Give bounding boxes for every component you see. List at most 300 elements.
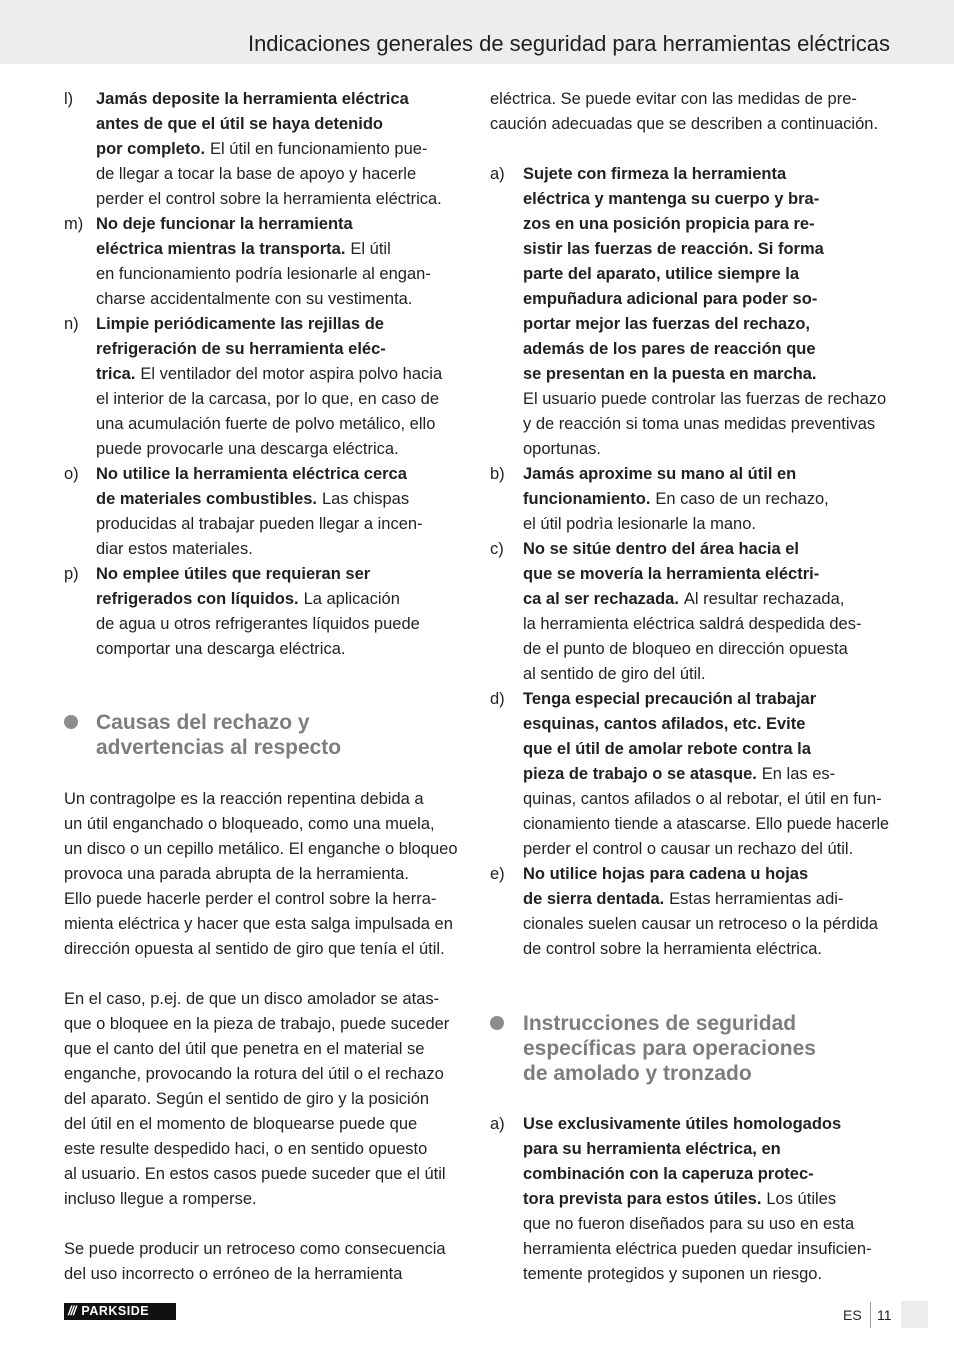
bold-text: esquinas, cantos afilados, etc. Evite bbox=[523, 715, 806, 733]
bold-text: antes de que el útil se haya detenido bbox=[96, 115, 383, 133]
line-content bbox=[523, 362, 816, 387]
heading-lines bbox=[523, 1011, 889, 1086]
line-content bbox=[64, 812, 435, 837]
body-text: cionales suelen causar un retroceso o la pérdida bbox=[523, 915, 878, 933]
body-text: La aplicación bbox=[303, 590, 400, 608]
text-line bbox=[523, 512, 889, 537]
bold-text: No deje funcionar la herramienta bbox=[96, 215, 353, 233]
line-content bbox=[64, 937, 445, 962]
body-text: una acumulación fuerte de polvo metálico, ello bbox=[96, 415, 436, 433]
item-text bbox=[96, 312, 463, 462]
text-line bbox=[96, 162, 463, 187]
text-line bbox=[96, 212, 463, 237]
item-letter: c) bbox=[490, 540, 504, 558]
body-text: de el punto de bloqueo en dirección opuesta bbox=[523, 640, 848, 658]
body-text: Instrucciones de seguridad bbox=[523, 1012, 797, 1035]
text-line bbox=[523, 1212, 889, 1237]
line-content bbox=[523, 1061, 752, 1086]
line-content bbox=[523, 587, 844, 612]
page-title bbox=[140, 30, 890, 58]
bold-text: Limpie periódicamente las rejillas de bbox=[96, 315, 384, 333]
list-item bbox=[64, 562, 463, 662]
item-letter: d) bbox=[490, 690, 505, 708]
body-text: El usuario puede controlar las fuerzas de rechazo bbox=[523, 390, 887, 408]
body-text: del útil en el momento de bloquearse puede que bbox=[64, 1115, 418, 1133]
body-text: oportunas. bbox=[523, 440, 601, 458]
item-text bbox=[523, 162, 889, 462]
body-text: este resulte despedido haci, o en sentido opuesto bbox=[64, 1140, 428, 1158]
line-content bbox=[523, 262, 799, 287]
body-text: incluso llegue a romperse. bbox=[64, 1190, 257, 1208]
body-text: Causas del rechazo y bbox=[96, 711, 310, 734]
line-content bbox=[523, 437, 601, 462]
bold-text: No emplee útiles que requieran ser bbox=[96, 565, 371, 583]
text-line bbox=[64, 862, 463, 887]
body-text: puede provocarle una descarga eléctrica. bbox=[96, 440, 399, 458]
line-content bbox=[64, 1012, 449, 1037]
text-line bbox=[96, 412, 463, 437]
list-item bbox=[490, 162, 889, 462]
text-line bbox=[96, 362, 463, 387]
line-content bbox=[96, 287, 412, 312]
text-line bbox=[96, 512, 463, 537]
section-heading-grinding bbox=[490, 1011, 889, 1086]
text-line bbox=[96, 487, 463, 512]
text-line bbox=[96, 312, 463, 337]
line-content bbox=[96, 337, 386, 362]
text-line bbox=[523, 187, 889, 212]
line-content bbox=[523, 287, 817, 312]
line-content bbox=[96, 362, 442, 387]
body-text: provoca una parada abrupta de la herramienta. bbox=[64, 865, 409, 883]
text-line bbox=[64, 1062, 463, 1087]
bold-text: funcionamiento. bbox=[523, 490, 651, 508]
line-content bbox=[523, 937, 822, 962]
text-line bbox=[523, 1262, 889, 1287]
line-content bbox=[96, 162, 416, 187]
text-line bbox=[523, 262, 889, 287]
line-content bbox=[96, 262, 431, 287]
line-content bbox=[523, 912, 878, 937]
text-line bbox=[523, 362, 889, 387]
parkside-logo bbox=[64, 1303, 176, 1320]
text-line bbox=[523, 862, 889, 887]
text-line bbox=[523, 837, 889, 862]
bold-text: No utilice hojas para cadena u hojas bbox=[523, 865, 809, 883]
body-text: charse accidentalmente con su vestimenta. bbox=[96, 290, 413, 308]
bold-text: No se sitúe dentro del área hacia el bbox=[523, 540, 800, 558]
line-content bbox=[96, 137, 427, 162]
line-content bbox=[523, 312, 810, 337]
text-line bbox=[96, 587, 463, 612]
text-line bbox=[64, 987, 463, 1012]
kickback-paragraphs bbox=[64, 787, 463, 1312]
bold-text: de sierra dentada. bbox=[523, 890, 665, 908]
list-item bbox=[64, 462, 463, 562]
line-content bbox=[490, 112, 878, 137]
paragraph bbox=[64, 787, 463, 962]
line-content bbox=[523, 387, 886, 412]
footer-divider bbox=[870, 1302, 871, 1328]
text-line bbox=[523, 562, 889, 587]
list-item bbox=[490, 462, 889, 537]
bold-text: además de los pares de reacción que bbox=[523, 340, 816, 358]
page-number: 11 bbox=[877, 1307, 892, 1323]
line-content bbox=[96, 637, 345, 662]
body-text: un disco o un cepillo metálico. El enganche o bloqueo bbox=[64, 840, 458, 858]
text-line bbox=[64, 887, 463, 912]
bold-text: que el útil de amolar rebote contra la bbox=[523, 740, 811, 758]
bold-text: de materiales combustibles. bbox=[96, 490, 318, 508]
item-letter: n) bbox=[64, 315, 79, 333]
line-content bbox=[96, 112, 383, 137]
text-line bbox=[523, 287, 889, 312]
paragraph bbox=[64, 1237, 463, 1287]
text-line bbox=[96, 562, 463, 587]
line-content bbox=[523, 737, 811, 762]
text-line bbox=[64, 837, 463, 862]
body-text: En el caso, p.ej. de que un disco amolador se atas- bbox=[64, 990, 440, 1008]
line-content bbox=[523, 612, 861, 637]
body-text: el interior de la carcasa, por lo que, en caso de bbox=[96, 390, 440, 408]
line-content bbox=[523, 1212, 854, 1237]
body-text: en funcionamiento podría lesionarle al engan- bbox=[96, 265, 431, 283]
body-text: Se puede producir un retroceso como consecuencia bbox=[64, 1240, 446, 1258]
text-line bbox=[523, 337, 889, 362]
line-content bbox=[96, 437, 399, 462]
body-text: perder el control o causar un rechazo del útil. bbox=[523, 840, 854, 858]
item-text bbox=[523, 462, 889, 537]
line-content bbox=[96, 735, 341, 760]
body-text: la herramienta eléctrica saldrá despedida des- bbox=[523, 615, 862, 633]
line-content bbox=[64, 862, 409, 887]
text-line bbox=[523, 212, 889, 237]
item-letter: a) bbox=[490, 165, 505, 183]
text-line bbox=[64, 937, 463, 962]
body-text: dirección opuesta al sentido de giro que tenía el útil. bbox=[64, 940, 445, 958]
body-text: El ventilador del motor aspira polvo hacia bbox=[140, 365, 443, 383]
bold-text: combinación con la caperuza protec- bbox=[523, 1165, 814, 1183]
body-text: Estas herramientas adi- bbox=[669, 890, 844, 908]
line-content bbox=[523, 187, 819, 212]
line-content bbox=[523, 512, 756, 537]
text-line bbox=[523, 462, 889, 487]
text-line bbox=[523, 912, 889, 937]
body-text: Al resultar rechazada, bbox=[683, 590, 845, 608]
body-text: que no fueron diseñados para su uso en esta bbox=[523, 1215, 855, 1233]
line-content bbox=[523, 837, 853, 862]
item-text bbox=[523, 862, 889, 962]
body-text: que el canto del útil que penetra en el material se bbox=[64, 1040, 425, 1058]
item-letter: m) bbox=[64, 215, 84, 233]
text-line bbox=[64, 1112, 463, 1137]
text-line bbox=[64, 1037, 463, 1062]
text-line bbox=[523, 637, 889, 662]
bold-text: trica. bbox=[96, 365, 136, 383]
text-line bbox=[523, 712, 889, 737]
bold-text: portar mejor las fuerzas del rechazo, bbox=[523, 315, 811, 333]
bold-text: pieza de trabajo o se atasque. bbox=[523, 765, 757, 783]
item-letter: b) bbox=[490, 465, 505, 483]
bold-text: por completo. bbox=[96, 140, 206, 158]
text-line bbox=[523, 1036, 889, 1061]
line-content bbox=[523, 1011, 796, 1036]
bold-text: Sujete con firmeza la herramienta bbox=[523, 165, 787, 183]
text-line bbox=[64, 1187, 463, 1212]
text-line bbox=[490, 87, 889, 112]
bold-text: eléctrica y mantenga su cuerpo y bra- bbox=[523, 190, 820, 208]
line-content bbox=[523, 1187, 836, 1212]
grinding-list bbox=[490, 1112, 889, 1287]
bold-text: ca al ser rechazada. bbox=[523, 590, 679, 608]
line-content bbox=[96, 710, 310, 735]
line-content bbox=[523, 712, 805, 737]
bold-text: zos en una posición propicia para re- bbox=[523, 215, 815, 233]
body-text: Un contragolpe es la reacción repentina debida a bbox=[64, 790, 424, 808]
line-content bbox=[64, 1037, 425, 1062]
line-content bbox=[64, 1137, 427, 1162]
body-text: específicas para operaciones bbox=[523, 1037, 816, 1060]
body-text: de agua u otros refrigerantes líquidos puede bbox=[96, 615, 420, 633]
list-item bbox=[490, 862, 889, 962]
line-content bbox=[96, 387, 439, 412]
line-content bbox=[523, 1112, 841, 1137]
bold-text: sistir las fuerzas de reacción. Si forma bbox=[523, 240, 824, 258]
text-line bbox=[523, 787, 889, 812]
line-content bbox=[96, 462, 407, 487]
bold-text: Jamás aproxime su mano al útil en bbox=[523, 465, 797, 483]
text-line bbox=[523, 537, 889, 562]
bold-text: eléctrica mientras la transporta. bbox=[96, 240, 346, 258]
line-content bbox=[64, 1187, 257, 1212]
text-line bbox=[523, 1162, 889, 1187]
line-content bbox=[64, 1162, 446, 1187]
bold-text: que se movería la herramienta eléctri- bbox=[523, 565, 820, 583]
text-line bbox=[523, 687, 889, 712]
bold-text: para su herramienta eléctrica, en bbox=[523, 1140, 781, 1158]
body-text: que o bloquee en la pieza de trabajo, puede suceder bbox=[64, 1015, 450, 1033]
body-text: al usuario. En estos casos puede suceder que el útil bbox=[64, 1165, 446, 1183]
line-content bbox=[523, 1262, 822, 1287]
body-text: comportar una descarga eléctrica. bbox=[96, 640, 346, 658]
text-line bbox=[64, 787, 463, 812]
body-text: En caso de un rechazo, bbox=[655, 490, 829, 508]
text-line bbox=[64, 812, 463, 837]
line-content bbox=[523, 1162, 814, 1187]
body-text: un útil enganchado o bloqueado, como una muela, bbox=[64, 815, 435, 833]
line-content bbox=[523, 1036, 816, 1061]
intro-paragraph bbox=[490, 87, 889, 137]
body-text: cionamiento tiende a atascarse. Ello puede hacerle bbox=[523, 815, 890, 833]
line-content bbox=[523, 162, 786, 187]
text-line bbox=[523, 412, 889, 437]
body-text: del aparato. Según el sentido de giro y la posición bbox=[64, 1090, 430, 1108]
line-content bbox=[64, 787, 424, 812]
body-text: de llegar a tocar la base de apoyo y hacerle bbox=[96, 165, 417, 183]
line-content bbox=[64, 1112, 417, 1137]
line-content bbox=[523, 462, 796, 487]
list-item bbox=[490, 1112, 889, 1287]
line-content bbox=[96, 512, 423, 537]
body-text: enganche, provocando la rotura del útil o el rechazo bbox=[64, 1065, 444, 1083]
line-content bbox=[64, 1237, 446, 1262]
text-line bbox=[96, 612, 463, 637]
line-content bbox=[523, 562, 819, 587]
text-line bbox=[523, 162, 889, 187]
text-line bbox=[523, 587, 889, 612]
item-letter: a) bbox=[490, 1115, 505, 1133]
bold-text: Jamás deposite la herramienta eléctrica bbox=[96, 90, 409, 108]
line-content bbox=[64, 1062, 444, 1087]
line-content bbox=[64, 1087, 429, 1112]
line-content bbox=[96, 187, 442, 212]
line-content bbox=[64, 837, 458, 862]
body-text: El útil bbox=[350, 240, 391, 258]
text-line bbox=[96, 287, 463, 312]
bold-text: Tenga especial precaución al trabajar bbox=[523, 690, 817, 708]
item-text bbox=[523, 537, 889, 687]
body-text: El útil en funcionamiento pue- bbox=[210, 140, 428, 158]
line-content bbox=[64, 987, 439, 1012]
text-line bbox=[523, 662, 889, 687]
item-text bbox=[96, 87, 463, 212]
line-content bbox=[523, 887, 843, 912]
line-content bbox=[523, 337, 816, 362]
body-text: En las es- bbox=[761, 765, 836, 783]
text-line bbox=[96, 387, 463, 412]
text-line bbox=[96, 262, 463, 287]
line-content bbox=[64, 887, 436, 912]
line-content bbox=[96, 562, 370, 587]
text-line bbox=[96, 437, 463, 462]
body-text: caución adecuadas que se describen a continuación. bbox=[490, 115, 879, 133]
list-item bbox=[64, 312, 463, 462]
item-text bbox=[96, 212, 463, 312]
text-line bbox=[523, 887, 889, 912]
text-line bbox=[64, 1237, 463, 1262]
line-content bbox=[523, 212, 815, 237]
body-text: Ello puede hacerle perder el control sobre la herra- bbox=[64, 890, 437, 908]
body-text: producidas al trabajar pueden llegar a incen- bbox=[96, 515, 423, 533]
body-text: temente protegidos y suponen un riesgo. bbox=[523, 1265, 823, 1283]
item-text bbox=[523, 687, 889, 862]
text-line bbox=[490, 112, 889, 137]
line-content bbox=[523, 787, 882, 812]
kickback-list bbox=[490, 162, 889, 962]
text-line bbox=[523, 1187, 889, 1212]
line-content bbox=[490, 87, 857, 112]
body-text: Los útiles bbox=[766, 1190, 837, 1208]
text-line bbox=[64, 1162, 463, 1187]
page-title-text: Indicaciones generales de seguridad para herramientas eléctricas bbox=[247, 31, 890, 56]
text-line bbox=[523, 1061, 889, 1086]
text-line bbox=[523, 487, 889, 512]
line-content bbox=[96, 537, 253, 562]
text-line bbox=[64, 1087, 463, 1112]
bold-text: parte del aparato, utilice siempre la bbox=[523, 265, 800, 283]
text-line bbox=[96, 537, 463, 562]
line-content bbox=[523, 412, 875, 437]
text-line bbox=[523, 1237, 889, 1262]
text-line bbox=[64, 1137, 463, 1162]
text-line bbox=[96, 237, 463, 262]
text-line bbox=[96, 137, 463, 162]
list-item bbox=[64, 212, 463, 312]
text-line bbox=[523, 1137, 889, 1162]
body-text: advertencias al respecto bbox=[96, 736, 342, 759]
body-text: Las chispas bbox=[321, 490, 410, 508]
text-line bbox=[96, 187, 463, 212]
line-content bbox=[523, 487, 829, 512]
line-content bbox=[64, 1262, 402, 1287]
body-text: al sentido de giro del útil. bbox=[523, 665, 706, 683]
line-content bbox=[96, 312, 384, 337]
item-text bbox=[523, 1112, 889, 1287]
line-content bbox=[523, 237, 824, 262]
text-line bbox=[64, 912, 463, 937]
line-content bbox=[96, 487, 409, 512]
item-letter: l) bbox=[64, 90, 74, 108]
line-content bbox=[96, 87, 409, 112]
text-line bbox=[523, 387, 889, 412]
text-line bbox=[523, 1112, 889, 1137]
language-code: ES bbox=[843, 1307, 862, 1323]
line-content bbox=[523, 1237, 872, 1262]
bold-text: refrigerados con líquidos. bbox=[96, 590, 299, 608]
bullet-icon bbox=[64, 715, 78, 729]
item-letter: p) bbox=[64, 565, 79, 583]
bold-text: tora prevista para estos útiles. bbox=[523, 1190, 762, 1208]
item-letter: o) bbox=[64, 465, 79, 483]
text-line bbox=[96, 87, 463, 112]
paragraph bbox=[64, 987, 463, 1212]
text-line bbox=[523, 737, 889, 762]
footer-tab bbox=[901, 1301, 928, 1328]
body-text: perder el control sobre la herramienta eléctrica. bbox=[96, 190, 442, 208]
bold-text: No utilice la herramienta eléctrica cerca bbox=[96, 465, 407, 483]
heading-lines bbox=[96, 710, 463, 760]
body-text: y de reacción si toma unas medidas preventivas bbox=[523, 415, 876, 433]
body-text: de control sobre la herramienta eléctrica. bbox=[523, 940, 822, 958]
text-line bbox=[523, 437, 889, 462]
bold-text: se presentan en la puesta en marcha. bbox=[523, 365, 817, 383]
safety-list-left bbox=[64, 87, 463, 662]
line-content bbox=[523, 537, 799, 562]
list-item bbox=[64, 87, 463, 212]
line-content bbox=[96, 237, 391, 262]
text-line bbox=[523, 237, 889, 262]
line-content bbox=[64, 912, 453, 937]
line-content bbox=[96, 212, 353, 237]
section-heading-kickback bbox=[64, 710, 463, 760]
logo-text: PARKSIDE bbox=[81, 1304, 150, 1318]
text-line bbox=[96, 735, 463, 760]
text-line bbox=[523, 312, 889, 337]
body-text: del uso incorrecto o erróneo de la herramienta bbox=[64, 1265, 403, 1283]
body-text: mienta eléctrica y hacer que esta salga impulsada en bbox=[64, 915, 453, 933]
bold-text: empuñadura adicional para poder so- bbox=[523, 290, 818, 308]
line-content bbox=[523, 637, 848, 662]
text-line bbox=[64, 1262, 463, 1287]
line-content bbox=[523, 812, 889, 837]
list-item bbox=[490, 537, 889, 687]
line-content bbox=[96, 612, 420, 637]
text-line bbox=[523, 1011, 889, 1036]
line-content bbox=[523, 862, 808, 887]
text-line bbox=[64, 1012, 463, 1037]
body-text: eléctrica. Se puede evitar con las medidas de pre- bbox=[490, 90, 857, 108]
line-content bbox=[523, 662, 706, 687]
